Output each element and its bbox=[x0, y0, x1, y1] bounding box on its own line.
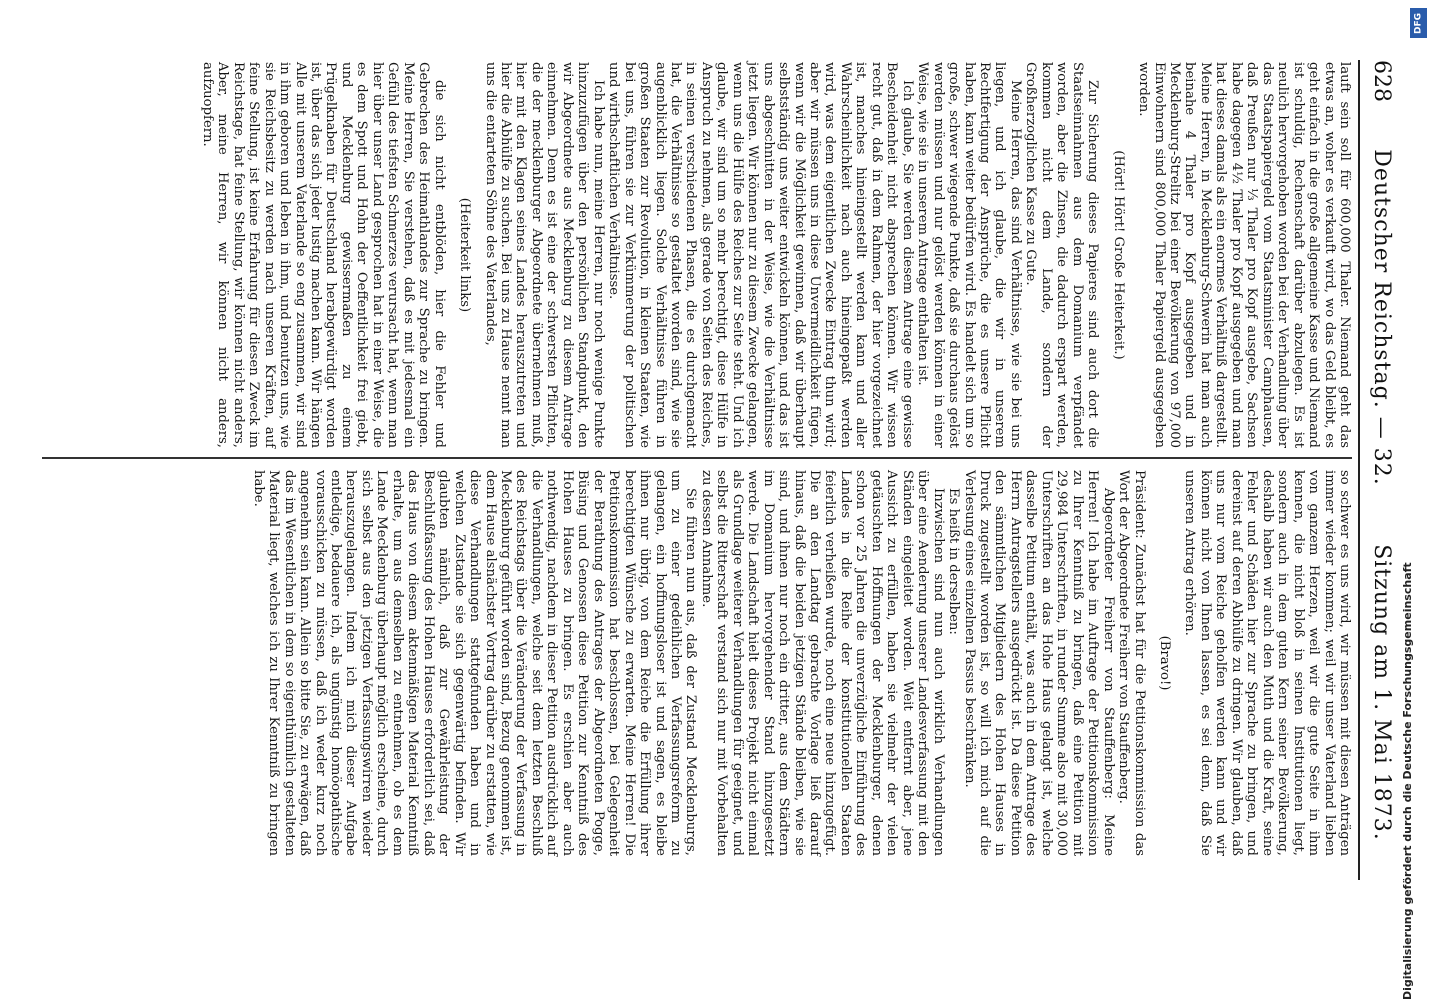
paragraph: lauft sein soll für 600,000 Thaler. Niemand geht das etwas an, woher es verkauft wird, wo das Geld bleibt, es geht einfach in die große allgemeine Kasse und Niemand ist schuldig, Rechenschaft darüber abzulegen. Es ist neulich hervorgehoben worden bei der Verhandlung über das Staatspapiergeld vom Staatsminister Camphausen, daß Preußen nur ⅓ Thaler pro Kopf ausgebe, Sachsen habe dagegen 4½ Thaler pro Kopf ausgegeben und man hat dieses damals als ein enormes Verhältniß dargestellt. Meine Herren, in Mecklenburg-Schwerin hat man auch beinahe 4 Thaler pro Kopf ausgegeben und in Mecklenburg-Strelitz bei einer Bevölkerung von 97,000 Einwohnern sind 800,000 Thaler Papiergeld ausgegeben worden. bbox=[1136, 62, 1352, 448]
paragraph: die sich nicht entblöden, hier die Fehler und Gebrechen des Heimathlandes zur Sprache zu bringen. Meine Herren, Sie verstehen, daß es mit jedesmal ein Gefühl des tiefsten Schmerzes verursacht hat, wenn man hier über unser Land gesprochen hat in einer Weise, die es dem Spott und Hohn der Oeffentlichkeit frei giebt, und Mecklenburg gewissermaßen zu einem Prügelknaben für Deutschland herabgewürdigt worden ist, über das sich jeder lustig machen kann. Wir hängen Alle mit unserem Vaterlande so eng zusammen, wir sind in ihm geboren und leben in ihm, und benutzen uns, wie sie Reichsbesitz zu werden nach unseren Kräften, auf feine Stellung, ist keine Erfahrung für diesen Zweck im Reichstage, hat feine Stellung, wir können nicht anders, Aber, meine Herren, wir können nicht anders, aufzuopfern. bbox=[199, 62, 447, 448]
paragraph: (Heiterkeit links) bbox=[457, 197, 473, 313]
paragraph: Ich glaube, Sie werden diesem Antrage eine gewisse Bescheidenheit nicht absprechen können. Wir wissen recht gut, daß in dem Rahmen, der hier vorgezeichnet ist, manches hineingestellt werden kann und aller Wahrscheinlichkeit nach auch hineingepaßt werden wird, was dem eigentlichen Zwecke Eintrag thun wird; aber wir müssen uns in diese Unvermeidlichkeit fügen, wenn wir die Möglichkeit gewinnen, daß wir überhaupt selbstständig uns weiter entwickeln können, und das ist uns abgeschnitten in der Weise, wie die Verhältnisse jetzt liegen. Wir können nur zu diesem Zwecke gelangen, wenn uns die Hülfe des Reiches zur Seite steht. Und ich glaube, wir sind um so mehr berechtigt, diese Hülfe in Anspruch zu nehmen, als gerade von Seiten des Reiches, in seinen verschiedenen Phasen, die es durchgemacht hat, die Verhältnisse so gestaltet worden sind, wie sie augenblicklich liegen. Solche Verhältnisse führen in großen Staaten zur Revolution, in kleinen Staaten, wie bei uns, führen sie zur Verkümmerung der politischen und wirthschaftlichen Verhältnisse. bbox=[606, 62, 915, 448]
paragraph: Präsident: Zunächst hat für die Petitionskommission das Wort der Abgeordnete Freiherr von Stauffenberg. bbox=[1116, 470, 1147, 856]
paragraph: Ich habe nun, meine Herren, nur noch wenige Punkte hinzuzufügen über den persönlichen Standpunkt, den wir Abgeordnete aus Mecklenburg zu diesem Antrage einnehmen. Denn es ist eine der schwersten Pflichten, die der mecklenburger Abgeordnete übernehmen muß, hier mit den Klagen seines Landes herauszutreten und hier die Abhülfe zu suchen. Bei uns zu Hause nennt man uns die entarteten Söhne des Vaterlandes, bbox=[482, 62, 606, 448]
paragraph: Meine Herren, das sind Verhältnisse, wie sie bei uns liegen, und ich glaube, die wir in unserem Rechtfertigung der Ansprüche, die es unsere Pflicht haben, kann weiter bedürfen wird. Es handelt sich um so große, schwer wiegende Punkte, daß sie durchaus gelöst werden müssen und nur gelöst werden können in einer Weise, wie sie in unserem Antrage enthalten ist. bbox=[915, 62, 1023, 448]
paragraph: Es heißt in derselben: bbox=[946, 488, 962, 635]
header-title-left: Deutscher Reichstag. — 32. bbox=[1369, 149, 1395, 486]
paragraph: Abgeordneter Freiherr von Stauffenberg: Meine Herren! Ich habe im Auftrage der Petitionskommission zu Ihrer Kenntniß zu bringen, daß eine Petition mit 29,984 Unterschriften, in runder Summe also mit 30,000 Unterschriften an das Hohe Haus gelangt ist, welche dasselbe Petitum enthält, was auch in dem Antrage des Herrn Antragstellers ausgedrückt ist. Da diese Petition den sämmtlichen Mitgliedern des Hohen Hauses in Druck zugestellt worden ist, so will ich mich auf die Verlesung eines einzelnen Passus beschränken. bbox=[961, 470, 1116, 856]
running-header bbox=[1362, 60, 1402, 880]
paragraph: (Bravo!) bbox=[1157, 635, 1173, 691]
paragraph: Inzwischen sind nun auch wirklich Verhandlungen über eine Aenderung unserer Landesverfassung mit den Ständen eingeleitet worden. Weit entfernt aber, jene Aussicht zu erfüllen, haben sie vielmehr der vielen getäuschten Hoffnungen der Mecklenburger, denen schon vor 25 Jahren die unverzügliche Einführung des Landes in die Reihe der konstitutionellen Staaten feierlich verheißen wurde, noch eine neue hinzugefügt. Die an den Landtag gebrachte Vorlage ließ darauf hinaus, daß die beiden jetzigen Stände bleiben, wie sie sind, und ihnen nur noch ein dritter, aus dem Städtern im Domanium hervorgehender Stand hinzugesetzt werde. Die Landschaft hielt dieses Projekt nicht einmal als Grundlage weiterer Verhandlungen für geeignet, und selbst die Ritterschaft verstand sich nur mit Vorbehalten zu dessen Annahme. bbox=[698, 470, 946, 856]
text-column-right bbox=[42, 470, 1352, 856]
digitization-note: Digitalisierung gefördert durch die Deutsche Forschungsgemeinschaft bbox=[1401, 562, 1414, 1000]
header-rule bbox=[1358, 60, 1360, 880]
page-number: 628 bbox=[1369, 60, 1395, 102]
paragraph: Sie führen nun aus, daß der Zustand Mecklenburgs, um zu einer gedeihlichen Verfassungsreform zu gelangen, ein hoffnungsloser ist und sagen, es bleibe ihnen nur übrig, von dem Reiche die Erfüllung ihrer berechtigten Wünsche zu erwarten. Meine Herren! Die Petitionskommission hat beschlossen, bei Gelegenheit der Berathung des Antrages der Abgeordneten Pogge, Büsing und Genossen diese Petition zur Kenntniß des Hohen Hauses zu bringen. Es erschien aber auch nothwendig, nachdem in dieser Petition ausdrücklich auf die Verhandlungen, welche seit dem letzten Beschluß des Reichstags über die Veränderung der Verfassung in Mecklenburg geführt worden sind, Bezug genommen ist, dem Hause alsnächster Vortrag darüber zu erstatten, wie diese Verhandlungen stattgefunden haben und in welchen Zustande sie sich gegenwärtig befinden. Wir glaubten nämlich, daß zur Gewährleistung der Beschlußfassung des Hohen Hauses erforderlich sei, daß das Haus von diesem aktenmäßigen Material Kenntniß erhalte, um aus demselben zu entnehmen, ob es dem Lande Mecklenburg überhaupt möglich erscheine, durch sich selbst aus den jetzigen Verfassungswirren wieder herauszugelangen. Indem ich mich dieser Aufgabe entledige, bedauere ich, als ungünstig homöopathische vorausschicken zu müssen, daß ich weder kurz noch angenehm sein kann. Allein so bitte Sie, zu erwägen, daß das im Wesentlichen in dem so eigenthümlich gestalteten Material liegt, welches ich zu Ihrer Kenntniß zu bringen habe. bbox=[250, 470, 699, 856]
header-title-right: Sitzung am 1. Mai 1873. bbox=[1369, 544, 1395, 841]
text-column-left bbox=[42, 62, 1352, 448]
dfg-logo: DFG bbox=[1410, 8, 1427, 38]
paragraph: Zur Sicherung dieses Papieres sind auch dort die Staatseinnahmen aus dem Domanium verpfändet worden, aber die Zinsen, die dadurch erspart werden, kommen nicht dem Lande, sondern der Großherzoglichen Kasse zu Gute. bbox=[1023, 62, 1101, 448]
paragraph: so schwer es uns wird, wir müssen mit diesen Anträgen immer wieder kommen; weil wir unser Vaterland lieben von ganzem Herzen, weil wir die gute Seite in ihm kennen, die nicht bloß in seinen Institutionen liegt, sondern auch in dem guten Kern seiner Bevölkerung, deshalb haben wir auch den Muth und die Kraft, seine Fehler und Schäden hier zur Sprache zu bringen, und dereinst auf deren Abhülfe zu dringen. Wir glauben, daß uns nur vom Reiche geholfen werden kann und wir können nicht von Ihnen lassen, es sei denn, daß Sie unseren Antrag erhören. bbox=[1182, 470, 1352, 856]
column-divider bbox=[42, 457, 1352, 459]
paragraph: (Hört! Hört! Große Heiterkeit.) bbox=[1110, 150, 1126, 360]
